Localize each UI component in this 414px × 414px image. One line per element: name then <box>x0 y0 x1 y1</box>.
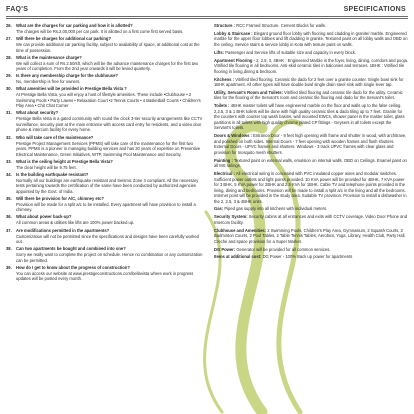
faq-question <box>6 135 203 141</box>
faq-question <box>6 246 203 252</box>
faq-question-text: What amenities will be provided in Prestige Bella Vista ? <box>16 86 127 92</box>
faq-question-text: Is there any membership charge for the clubhouse? <box>16 73 118 79</box>
faq-number: 31. <box>6 110 12 116</box>
faq-item <box>6 110 203 133</box>
spec-label: Toilets : <box>214 103 230 109</box>
faq-question <box>6 159 203 165</box>
spec-text: All electrical wiring is concealed with PVC insulated copper wires and modular switches. Sufficient power outlets and light points provided. 10 KVA power will be provided for 4BHK, 7 KVA power for 3 BHK, 5 KVA power for 2BHK and 2.5 KVA for 1BHK. Cable TV and telephone points provided in the living, dining and bedrooms. Provision will be made to install a split a/c in the living and all the bedrooms. Internet point will be provided in the study area. Suitable TV provision. Provision to install a dishwasher in the 2, 2.5, 3 & 4BHK units. <box>214 171 407 204</box>
spec-text: Generator will be provided for all common services. <box>236 246 331 252</box>
faq-answer: Prestige Bella Vista is a gated community with round the clock 3-tier security arrangements like CCTV surveillance, security post at the main entrance with access card entry for residents, and a video door phone & intercom facility for every home. <box>16 116 203 133</box>
faq-item <box>6 228 203 245</box>
spec-text: 4BHK master toilets will have engineered marble on the floor and walls up to the false ceiling. 2,2.5, 3 & 1 BHK toilets will be done with high quality ceramic tiles & dado tiling up to 7 feet. Granite for the counters with counter top wash basins, wall mounted EWCs, shower panel in the master toilet, glass partitions in all toilets with high quality chrome plated CP fittings - Geysers in all toilets except the Servant's toilets. <box>214 103 405 131</box>
faq-item <box>6 246 203 263</box>
faq-number: 33. <box>6 158 12 164</box>
faq-question <box>6 196 203 202</box>
faq-question-text: How do I get to know about the progress of construction? <box>16 264 130 270</box>
spec-text: Piped gas supply into all kitchens with individual meters. <box>224 206 328 212</box>
faq-item <box>6 159 203 171</box>
faq-question-text: What about power back-up? <box>16 214 72 220</box>
specifications-heading: SPECIFICATIONS <box>343 6 406 13</box>
faq-item <box>6 196 203 213</box>
faq-question-text: Is the building earthquake resistant? <box>16 171 89 177</box>
faq-question <box>6 265 203 271</box>
faq-item <box>6 55 203 72</box>
faq-answer: Prestige Project Management Services (PPMS) will take care of the maintenance for the first two years. PPMS is a pioneer in managing building services and has 20 years of expertise on Preventive Electrical Maintenance, Green Initiatives, WTP, Swimming Pool Maintenance and Security. <box>16 140 201 157</box>
spec-label: Painting : <box>214 157 233 163</box>
faq-number: 34. <box>6 171 12 177</box>
faq-item <box>6 73 203 85</box>
spec-item <box>214 247 409 253</box>
specifications-column <box>214 23 409 407</box>
faq-question-text: What is the maintenance charge? <box>16 54 82 60</box>
spec-label: Clubhouse and Amenities: <box>214 227 267 233</box>
faq-question <box>6 86 203 92</box>
faq-number: 37. <box>6 227 12 233</box>
faq-number: 26. <box>6 23 12 28</box>
faq-question <box>6 73 203 79</box>
spec-label: Utility, Servant's Room and Toilets: <box>214 89 283 95</box>
spec-label: Gas: <box>214 206 224 212</box>
spec-label: Structure : <box>214 23 235 28</box>
header-divider <box>6 16 408 17</box>
faq-question <box>6 55 203 61</box>
faq-answer: The clear height will be 9.75 feet. <box>16 164 77 170</box>
faq-number: 35. <box>6 195 12 201</box>
spec-item <box>214 228 409 245</box>
spec-item <box>214 214 409 225</box>
spec-item <box>214 158 409 169</box>
spec-item <box>214 90 409 101</box>
faq-item <box>6 36 203 53</box>
faq-column <box>6 23 203 407</box>
spec-item <box>214 58 409 75</box>
spec-text: Elegant ground floor lobby with flooring and cladding in granite/ marble. Engineered marble for the upper floor lobbies and lift cladding in granite. Textured paint on all lobby walls and OBD on the ceiling. Service stairs & service lobby in Kota with texture paint on walls. <box>214 30 408 47</box>
spec-label: DG Power: <box>214 246 236 252</box>
spec-label: Doors & Windows : <box>214 133 252 139</box>
faq-answer: Normally all our buildings are earthquake resistant and Seismic Zone 3 compliant. All the necessary tests pertaining towards the certification of the same have been conducted by authorized agencies appointed by the Govt. of India. <box>16 177 199 194</box>
spec-text: DG Power - 100% Back up power for apartments <box>262 254 353 260</box>
faq-question-text: Will there be provision for A/C, chimney etc? <box>16 195 104 201</box>
spec-label: Security System: <box>214 214 248 220</box>
spec-text: Passenger and Service lifts of suitable size and capacity in every block. <box>225 49 357 55</box>
spec-text: Security cabins at all entrances and exits with CCTV coverage. Video Door Phone and Intercom facility. <box>214 214 408 225</box>
faq-item <box>6 23 203 35</box>
faq-answer: The charges will be Rs.2,00,000 per car park. It is allotted on a first come first served basis. <box>16 29 184 34</box>
header-divider <box>6 18 408 19</box>
faq-answer: Customization will not be permitted since the specifications and designs have been carefully worked out. <box>16 233 199 245</box>
faq-question-text: Can two apartments be bought and combined into one? <box>16 246 126 252</box>
faq-number: 27. <box>6 36 12 42</box>
spec-text: RCC Framed Structure. Cement Blocks for walls. <box>236 23 327 28</box>
faq-question <box>6 36 203 42</box>
spec-text: Textured paint on external walls, emulsion on internal walls. OBD on Ceilings. Enamel paint on all MS railings. <box>214 157 407 169</box>
faq-number: 30. <box>6 86 12 92</box>
faq-answer: You can access our website at www.prestigeconstructions.com/bellavista where work in progress updates will be posted every month. <box>16 270 194 282</box>
spec-text: 2, 2.5, 3, 4BHK : Engineered Marble in the foyer, living, dining, corridors and pooja. Vitrified tile flooring in all bedrooms. Anti-skid ceramic tiles in balconies and terraces. 1BHK : Vitrified tile flooring in living,dining & bedroom. <box>214 57 409 74</box>
spec-label: Electrical : <box>214 171 235 177</box>
faq-item <box>6 265 203 282</box>
spec-item <box>214 23 409 29</box>
faq-question-text: What is the ceiling height at Prestige Bella Vista? <box>16 158 113 164</box>
faq-question-text: What are the charges for car parking and how it is allotted? <box>16 23 133 28</box>
faq-question-text: Who will take care of the maintenance? <box>16 134 94 140</box>
faq-number: 39. <box>6 264 12 270</box>
faq-question <box>6 23 203 29</box>
faq-item <box>6 135 203 158</box>
spec-item <box>214 31 409 48</box>
spec-label: Items at additional cost: <box>214 254 262 260</box>
faq-question <box>6 172 203 178</box>
faq-answer: At Prestige Bella Vista, you will enjoy a host of lifestyle amenities. These include •Clubhouse • 2 Swimming Pools • Party Lawns • Relaxation Court •2 Tennis Courts • 4 Basketball Courts • Children's Play Area • Chit Chat Corner <box>16 92 201 109</box>
spec-label: Kitchens : <box>214 76 235 82</box>
faq-number: 32. <box>6 134 12 140</box>
spec-label: Lifts: <box>214 49 225 55</box>
faq-number: 28. <box>6 54 12 60</box>
spec-item <box>214 254 409 260</box>
faq-question <box>6 214 203 220</box>
spec-text: Entrance Door - 8 feet high opening with frame and shutter in wood, with architrave, and polished on both sides. Internal Doors - 7 feet opening with wooden frames and flush shutters. External Doors - UPVC frames and shutters. Windows - 3 track UPVC frames with clear glass and provision for mosquito mesh shutters. <box>214 133 407 155</box>
faq-answer: Sorry we really want to complete the project on schedule. Hence no combination or any customization can be permitted. <box>16 252 203 263</box>
faq-answer: Provision will be made for a split a/c to be installed. Every apartment will have provision to install a chimney. <box>16 201 196 213</box>
faq-answer: No, membership is free for owners. <box>16 79 81 85</box>
spec-item <box>214 133 409 155</box>
faq-item <box>6 214 203 226</box>
spec-label: Apartment Flooring - <box>214 57 255 63</box>
spec-label: Lobby & Staircase : <box>214 30 253 36</box>
spec-item <box>214 171 409 204</box>
faq-answer: We can provide additional car parking facility, subject to availability of space, at additional cost at the time of possession. <box>16 42 200 53</box>
faq-question <box>6 110 203 116</box>
faq-number: 36. <box>6 214 12 220</box>
faq-question <box>6 228 203 234</box>
faq-item <box>6 86 203 109</box>
spec-item <box>214 103 409 131</box>
faqs-heading: FAQ'S <box>6 6 29 13</box>
spec-text: Vitrified tiled flooring. Ceramic tile dado for 2 feet over a granite counter. Single bowl sink for 1BHK apartment. All other types will have double bowl single drain steel sink with single lever tap. <box>214 76 404 88</box>
faq-question-text: Are modifications permitted in the apartments? <box>16 227 110 233</box>
spec-item <box>214 77 409 88</box>
faq-number: 29. <box>6 73 12 79</box>
faq-item <box>6 172 203 195</box>
spec-item <box>214 50 409 56</box>
spec-text: 2 Swimming Pools, Children's Play Area, Gymnasium, 2 Squash Courts, 2 Badminton Courts, 2 Pool Tables, 2 Table Tennis Tables, Aerobics, Yoga, Library, Health Club, Party Hall, Creche and space provision for a Super Market. <box>214 227 406 244</box>
faq-question-text: Will there be charges for additional car parking? <box>16 36 111 42</box>
spec-item <box>214 206 409 212</box>
faq-number: 38. <box>6 246 12 252</box>
faq-answer: We will collect a sum of Rs.2.50/sft, which will be the advance maintenance charges for the first two years of completion. From the 2nd year onwards it will be levied quarterly. <box>16 60 199 72</box>
spec-text: Vitrified tiled flooring and ceramic tile dado for the utility. Ceramic tiles for the flooring of the Servant's room and ceramic tile flooring and dado for the Servant's toilet. <box>214 89 403 101</box>
faq-answer: All common areas & utilities like lifts are 100% power backed up. <box>16 220 135 226</box>
faq-question-text: What about security? <box>16 110 59 116</box>
